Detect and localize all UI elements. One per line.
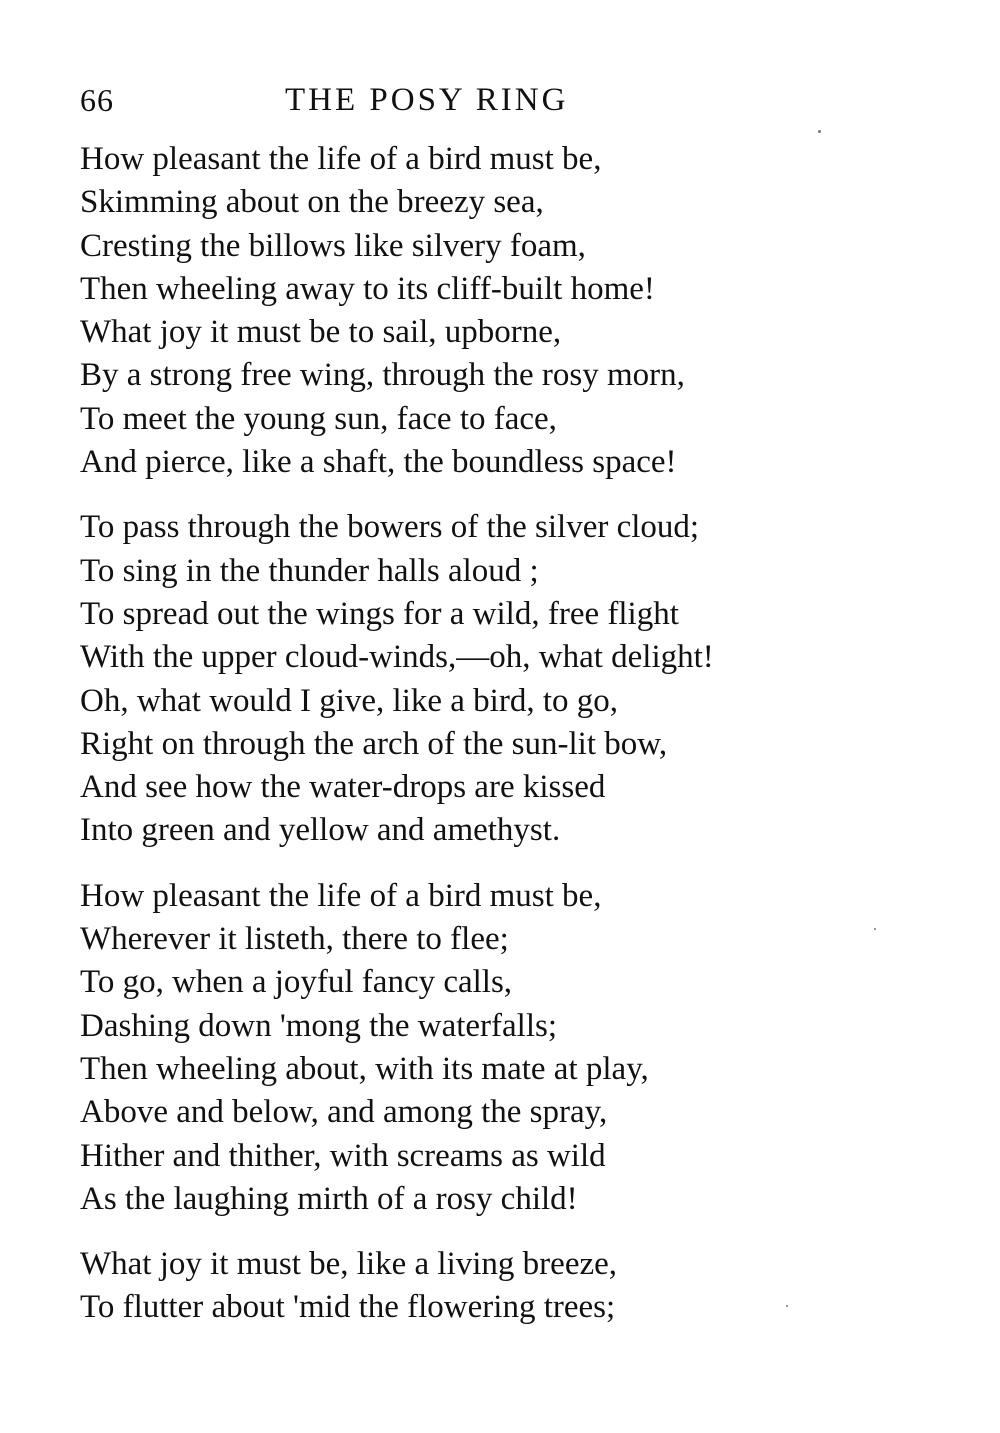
page-number: 66 xyxy=(80,82,114,118)
poem-line: Dashing down 'mong the waterfalls; xyxy=(80,1007,558,1044)
page-header xyxy=(80,82,940,126)
poem-line: What joy it must be, like a living breeze, xyxy=(80,1246,618,1283)
poem-line: To spread out the wings for a wild, free flight xyxy=(80,595,679,632)
poem-line: And pierce, like a shaft, the boundless space! xyxy=(80,444,677,481)
poem-line: Right on through the arch of the sun-lit bow, xyxy=(80,725,668,762)
poem-line: To sing in the thunder halls aloud ; xyxy=(80,552,539,589)
poem-line: How pleasant the life of a bird must be, xyxy=(80,877,602,914)
poem-line: How pleasant the life of a bird must be, xyxy=(80,141,602,177)
poem-line: To pass through the bowers of the silver cloud; xyxy=(80,509,700,546)
stanza-1 xyxy=(80,138,960,484)
print-speck xyxy=(786,1305,788,1307)
poem-line: Above and below, and among the spray, xyxy=(80,1094,608,1131)
stanza-2 xyxy=(80,506,960,852)
poem-line: With the upper cloud-winds,—oh, what delight! xyxy=(80,639,714,676)
poem-line: And see how the water-drops are kissed xyxy=(80,769,606,806)
poem-line: To flutter about 'mid the flowering trees; xyxy=(80,1289,616,1326)
poem-line: What joy it must be to sail, upborne, xyxy=(80,314,562,351)
poem-line: As the laughing mirth of a rosy child! xyxy=(80,1180,578,1217)
running-head-title: THE POSY RING xyxy=(285,82,569,118)
poem-line: Then wheeling about, with its mate at play, xyxy=(80,1050,649,1087)
poem-line: Into green and yellow and amethyst. xyxy=(80,812,561,849)
stanza-3 xyxy=(80,875,960,1221)
poem-line: To go, when a joyful fancy calls, xyxy=(80,964,513,1001)
poem-line: Cresting the billows like silvery foam, xyxy=(80,227,586,264)
poem-line: Wherever it listeth, there to flee; xyxy=(80,921,509,958)
poem-line: Oh, what would I give, like a bird, to go, xyxy=(80,682,618,719)
poem-line: To meet the young sun, face to face, xyxy=(80,400,557,437)
poem-line: Then wheeling away to its cliff-built home! xyxy=(80,270,655,307)
print-speck xyxy=(874,928,876,930)
poem-line: Skimming about on the breezy sea, xyxy=(80,184,544,221)
print-speck xyxy=(818,130,821,133)
poem-body xyxy=(80,138,960,1330)
poem-line: Hither and thither, with screams as wild xyxy=(80,1137,606,1174)
poem-line: By a strong free wing, through the rosy morn, xyxy=(80,357,685,394)
stanza-4 xyxy=(80,1243,960,1330)
